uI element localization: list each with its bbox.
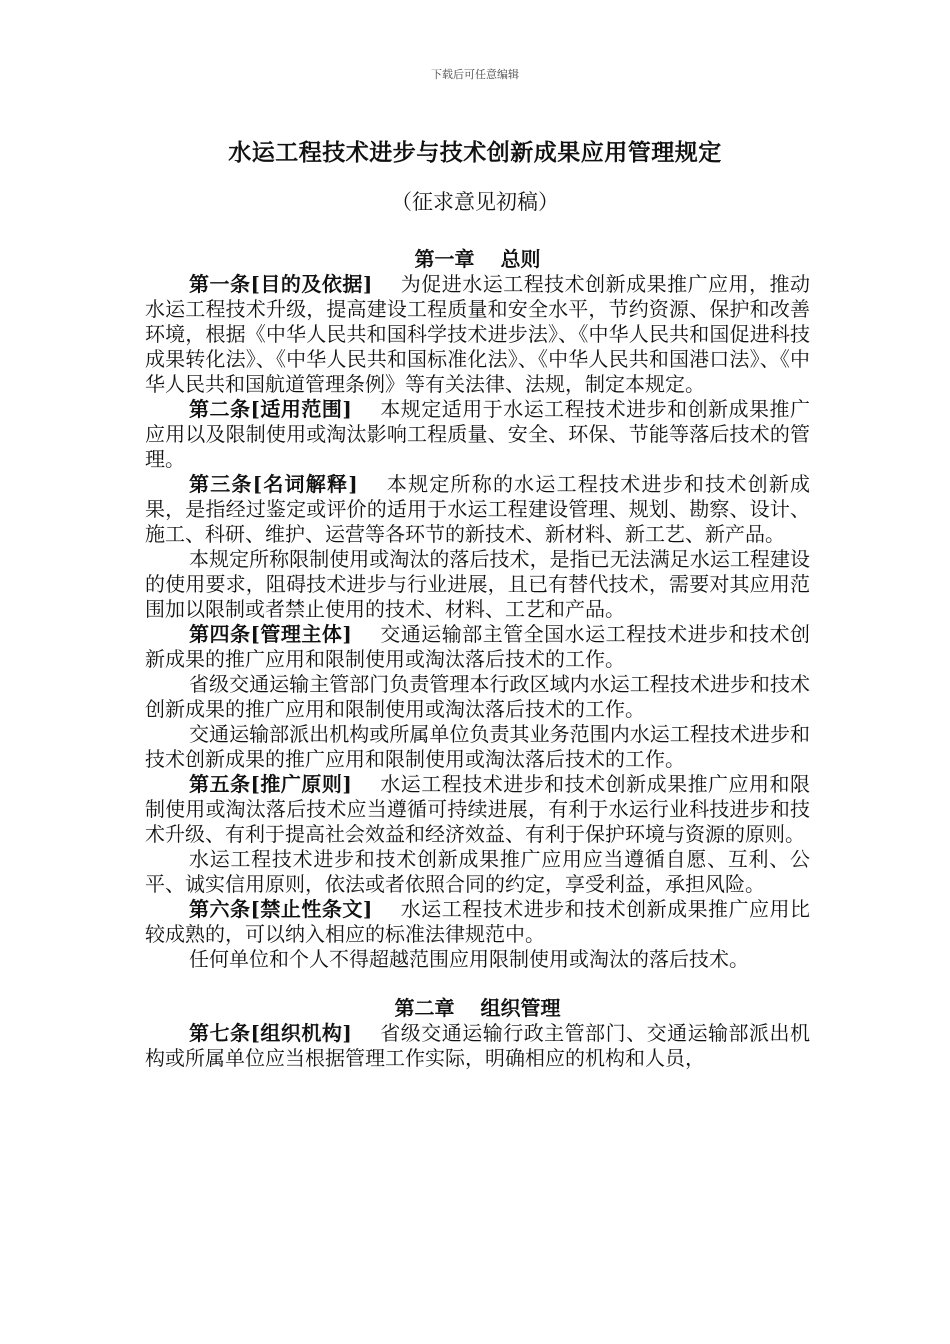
article-text: 交通运输部主管全国水运工程技术进步和技术创新成果的推广应用和限制使用或淘汰落后技术的工作。 [145, 622, 810, 671]
paragraph-text: 交通运输部派出机构或所属单位负责其业务范围内水运工程技术进步和技术创新成果的推广应用和限制使用或淘汰落后技术的工作。 [145, 722, 810, 771]
article-heading: 第七条[组织机构] [189, 1021, 352, 1045]
article-paragraph [145, 772, 810, 847]
chapter-heading [145, 996, 810, 1021]
article-heading: 第三条[名词解释] [189, 472, 358, 496]
article-text: 省级交通运输行政主管部门、交通运输部派出机构或所属单位应当根据管理工作实际，明确相应的机构和人员， [145, 1021, 810, 1070]
body-paragraph [145, 847, 810, 897]
body-paragraph [145, 947, 810, 972]
article-text: 水运工程技术进步和技术创新成果推广应用比较成熟的，可以纳入相应的标准法律规范中。 [145, 897, 810, 946]
article-text: 本规定适用于水运工程技术进步和创新成果推广应用以及限制使用或淘汰影响工程质量、安全、环保、节能等落后技术的管理。 [145, 397, 810, 471]
chapter-name: 组织管理 [480, 996, 561, 1020]
article-text: 为促进水运工程技术创新成果推广应用，推动水运工程技术升级，提高建设工程质量和安全水平，节约资源、保护和改善环境，根据《中华人民共和国科学技术进步法》、《中华人民共和国促进科技成果转化法》、《中华人民共和国标准化法》、《中华人民共和国港口法》、《中华人民共和国航道管理条例》等有关法律、法规，制定本规定。 [145, 272, 810, 396]
body-paragraph [145, 722, 810, 772]
article-text: 水运工程技术进步和技术创新成果推广应用和限制使用或淘汰落后技术应当遵循可持续进展，有利于水运行业科技进步和技术升级、有利于提高社会效益和经济效益、有利于保护环境与资源的原则。 [145, 772, 810, 846]
article-paragraph [145, 1021, 810, 1071]
article-text: 本规定所称的水运工程技术进步和技术创新成果，是指经过鉴定或评价的适用于水运工程建设管理、规划、勘察、设计、施工、科研、维护、运营等各环节的新技术、新材料、新工艺、新产品。 [145, 472, 811, 546]
document-subtitle: （征求意见初稿） [391, 190, 559, 214]
document-body [145, 247, 810, 1071]
article-heading: 第一条[目的及依据] [189, 272, 373, 296]
body-paragraph [145, 547, 810, 622]
article-heading: 第二条[适用范围] [189, 397, 352, 421]
document-title: 水运工程技术进步与技术创新成果应用管理规定 [228, 139, 722, 166]
paragraph-text: 水运工程技术进步和技术创新成果推广应用应当遵循自愿、互利、公平、诚实信用原则，依法或者依照合同的约定，享受利益，承担风险。 [145, 847, 810, 896]
paragraph-text: 本规定所称限制使用或淘汰的落后技术，是指已无法满足水运工程建设的使用要求，阻碍技术进步与行业进展，且已有替代技术，需要对其应用范围加以限制或者禁止使用的技术、材料、工艺和产品。 [145, 547, 810, 621]
article-heading: 第四条[管理主体] [189, 622, 352, 646]
article-paragraph [145, 897, 810, 947]
header-note: 下载后可任意编辑 [431, 68, 519, 81]
paragraph-text: 任何单位和个人不得超越范围应用限制使用或淘汰的落后技术。 [189, 947, 749, 971]
chapter-heading [145, 247, 810, 272]
chapter-number: 第二章 [394, 996, 455, 1020]
body-paragraph [145, 672, 810, 722]
chapter-number: 第一章 [414, 247, 475, 271]
article-paragraph [145, 472, 810, 547]
article-paragraph [145, 397, 810, 472]
article-heading: 第五条[推广原则] [189, 772, 352, 796]
article-paragraph [145, 272, 810, 397]
article-heading: 第六条[禁止性条文] [189, 897, 373, 921]
article-paragraph [145, 622, 810, 672]
paragraph-text: 省级交通运输主管部门负责管理本行政区域内水运工程技术进步和技术创新成果的推广应用和限制使用或淘汰落后技术的工作。 [145, 672, 810, 721]
chapter-name: 总则 [500, 247, 541, 271]
